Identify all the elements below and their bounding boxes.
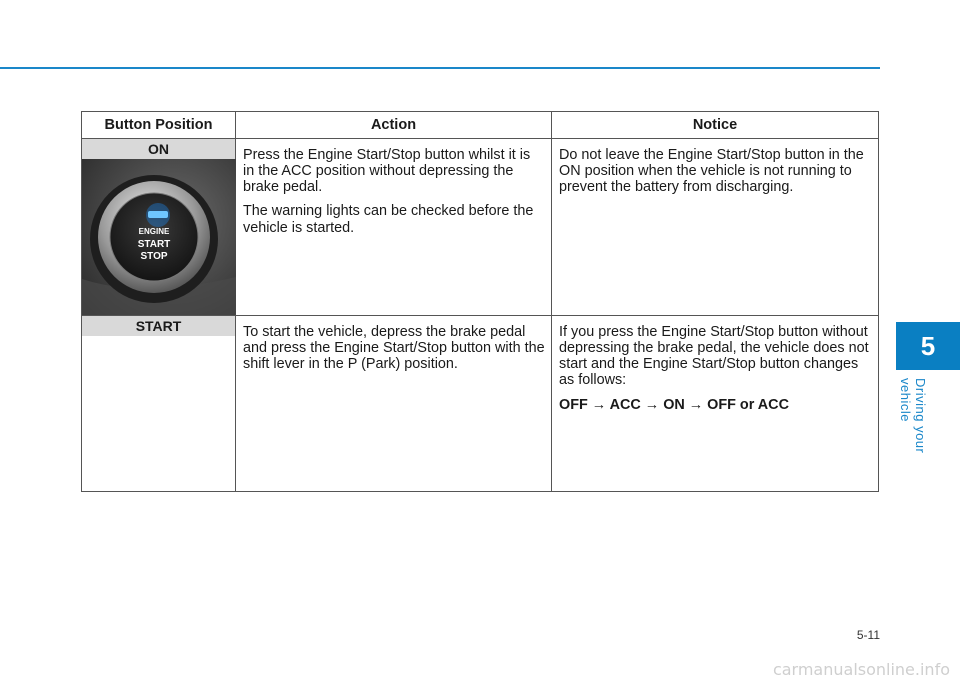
button-text-start: START <box>137 239 171 250</box>
action-on-paragraph-1: Press the Engine Start/Stop button whilst it is in the ACC position without depressing the brake pedal. <box>243 147 531 196</box>
table-header-row <box>82 112 879 139</box>
position-label-start: START <box>82 316 235 336</box>
notice-start-paragraph-1: If you press the Engine Start/Stop button without depressing the brake pedal, the vehicle does not start and the Engine Start/Stop button changes as follows: <box>559 324 869 389</box>
position-cell-start <box>82 316 236 492</box>
engine-start-stop-button-image <box>82 159 236 315</box>
action-cell-start <box>236 316 552 492</box>
button-position-table <box>81 111 879 492</box>
chapter-title: Driving your vehicle <box>898 378 928 454</box>
table-row <box>82 139 879 316</box>
header-action: Action <box>236 112 552 139</box>
page-number: 5-11 <box>856 628 880 642</box>
action-start-paragraph-1: To start the vehicle, depress the brake pedal and press the Engine Start/Stop button with the shift lever in the P (Park) position. <box>243 324 545 373</box>
notice-on-paragraph-1: Do not leave the Engine Start/Stop button in the ON position when the vehicle is not running to prevent the battery from discharging. <box>559 147 864 196</box>
table-row <box>82 316 879 492</box>
header-notice: Notice <box>552 112 879 139</box>
action-on-paragraph-2: The warning lights can be checked before the vehicle is started. <box>243 203 534 236</box>
button-text-stop: STOP <box>140 251 168 262</box>
top-rule <box>0 67 880 69</box>
header-button-position: Button Position <box>82 112 236 139</box>
chapter-number-tab: 5 <box>896 322 960 370</box>
button-text-engine: ENGINE <box>138 227 170 236</box>
notice-cell-on <box>552 139 879 316</box>
notice-cell-start <box>552 316 879 492</box>
button-sequence: OFF → ACC → ON → OFF or ACC <box>559 396 789 413</box>
position-label-on: ON <box>82 139 235 159</box>
watermark: carmanualsonline.info <box>772 660 950 679</box>
action-cell-on <box>236 139 552 316</box>
position-cell-on <box>82 139 236 316</box>
